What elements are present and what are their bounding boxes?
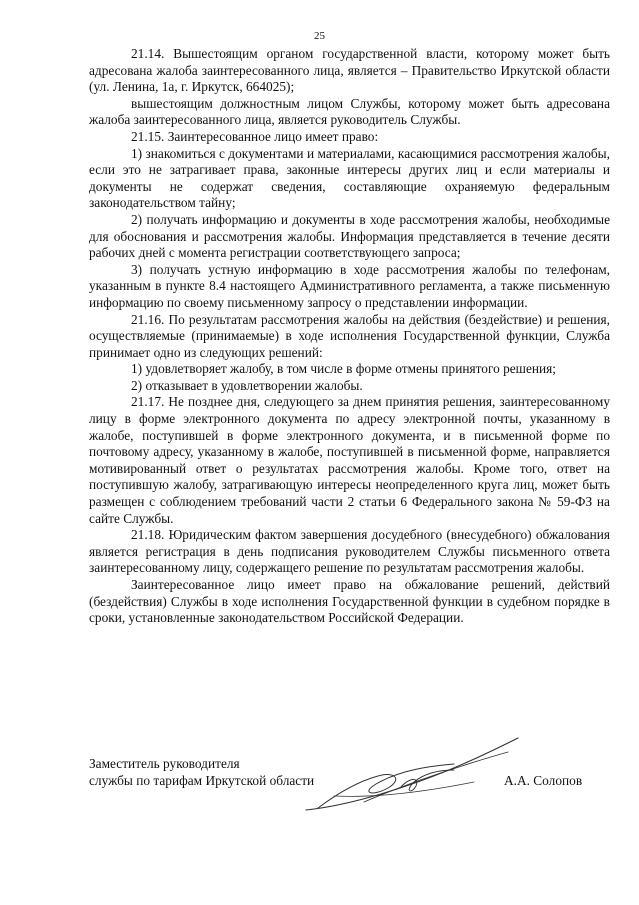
signer-name: А.А. Солопов (504, 772, 583, 788)
paragraph-21-14: 21.14. Вышестоящим органом государственной власти, которому может быть адресована жалоба заинтересованного лица, является – Правительство Иркутской области (ул. Ленина, 1а, г. Иркутск, 664025); (89, 46, 610, 95)
signer-title-line-1: Заместитель руководителя (89, 756, 240, 771)
page-number: 25 (314, 30, 325, 42)
signer-title-line-2: службы по тарифам Иркутской области (89, 772, 315, 788)
signature-block (89, 756, 610, 816)
paragraph-right-3: 3) получать устную информацию в ходе рассмотрения жалобы по телефонам, указанным в пункте 8.4 настоящего Административного регламента, а также письменную информацию по своему письменному запросу о представлении информации. (89, 261, 610, 310)
paragraph-right-2: 2) получать информацию и документы в ходе рассмотрения жалобы, необходимые для обоснования и рассмотрения жалобы. Информация представляется в течение десяти рабочих дней с момента регистрации соответствующего запроса; (89, 211, 610, 261)
paragraph-decision-1: 1) удовлетворяет жалобу, в том числе в форме отмены принятого решения; (131, 361, 557, 377)
paragraph-21-17: 21.17. Не позднее дня, следующего за днем принятия решения, заинтересованному лицу в форме электронного документа по адресу электронной почты, указанному в жалобе, поступившей в форме электронного документа, и в письменной форме по почтовому адресу, указанному в жалобе, поступившей в письменной форме, направляется мотивированный ответ о результатах рассмотрения жалобы. Кроме того, ответ на поступившую жалобу, затрагивающую интересы неопределенного круга лиц, может быть размещен с соблюдением требований части 2 статьи 6 Федерального закона № 59-ФЗ на сайте Службы. (89, 394, 610, 526)
paragraph-higher-official: вышестоящим должностным лицом Службы, которому может быть адресована жалоба заинтересованного лица, является руководитель Службы. (89, 95, 610, 128)
paragraph-21-16: 21.16. По результатам рассмотрения жалобы на действия (бездействие) и решения, осуществляемые (принимаемые) в ходе исполнения Государственной функции, Служба принимает одно из следующих решений: (89, 311, 610, 360)
paragraph-21-18: 21.18. Юридическим фактом завершения досудебного (внесудебного) обжалования является регистрация в день подписания руководителем Службы письменного ответа заинтересованному лицу, содержащего решение по результатам рассмотрения жалобы. (89, 527, 610, 576)
paragraph-21-15: 21.15. Заинтересованное лицо имеет право: (131, 128, 379, 144)
paragraph-decision-2: 2) отказывает в удовлетворении жалобы. (131, 377, 363, 393)
paragraph-court-appeal: Заинтересованное лицо имеет право на обжалование решений, действий (бездействия) Службы в ходе исполнения Государственной функции в судебном порядке в сроки, установленные законодательством Российской Федерации. (89, 577, 610, 626)
paragraph-right-1: 1) знакомиться с документами и материалами, касающимися рассмотрения жалобы, если это не затрагивает права, законные интересы других лиц и если материалы и документы не содержат сведения, составляющие охраняемую федеральным законодательством тайну; (89, 145, 610, 211)
handwritten-signature (304, 736, 524, 816)
document-body (89, 46, 610, 627)
